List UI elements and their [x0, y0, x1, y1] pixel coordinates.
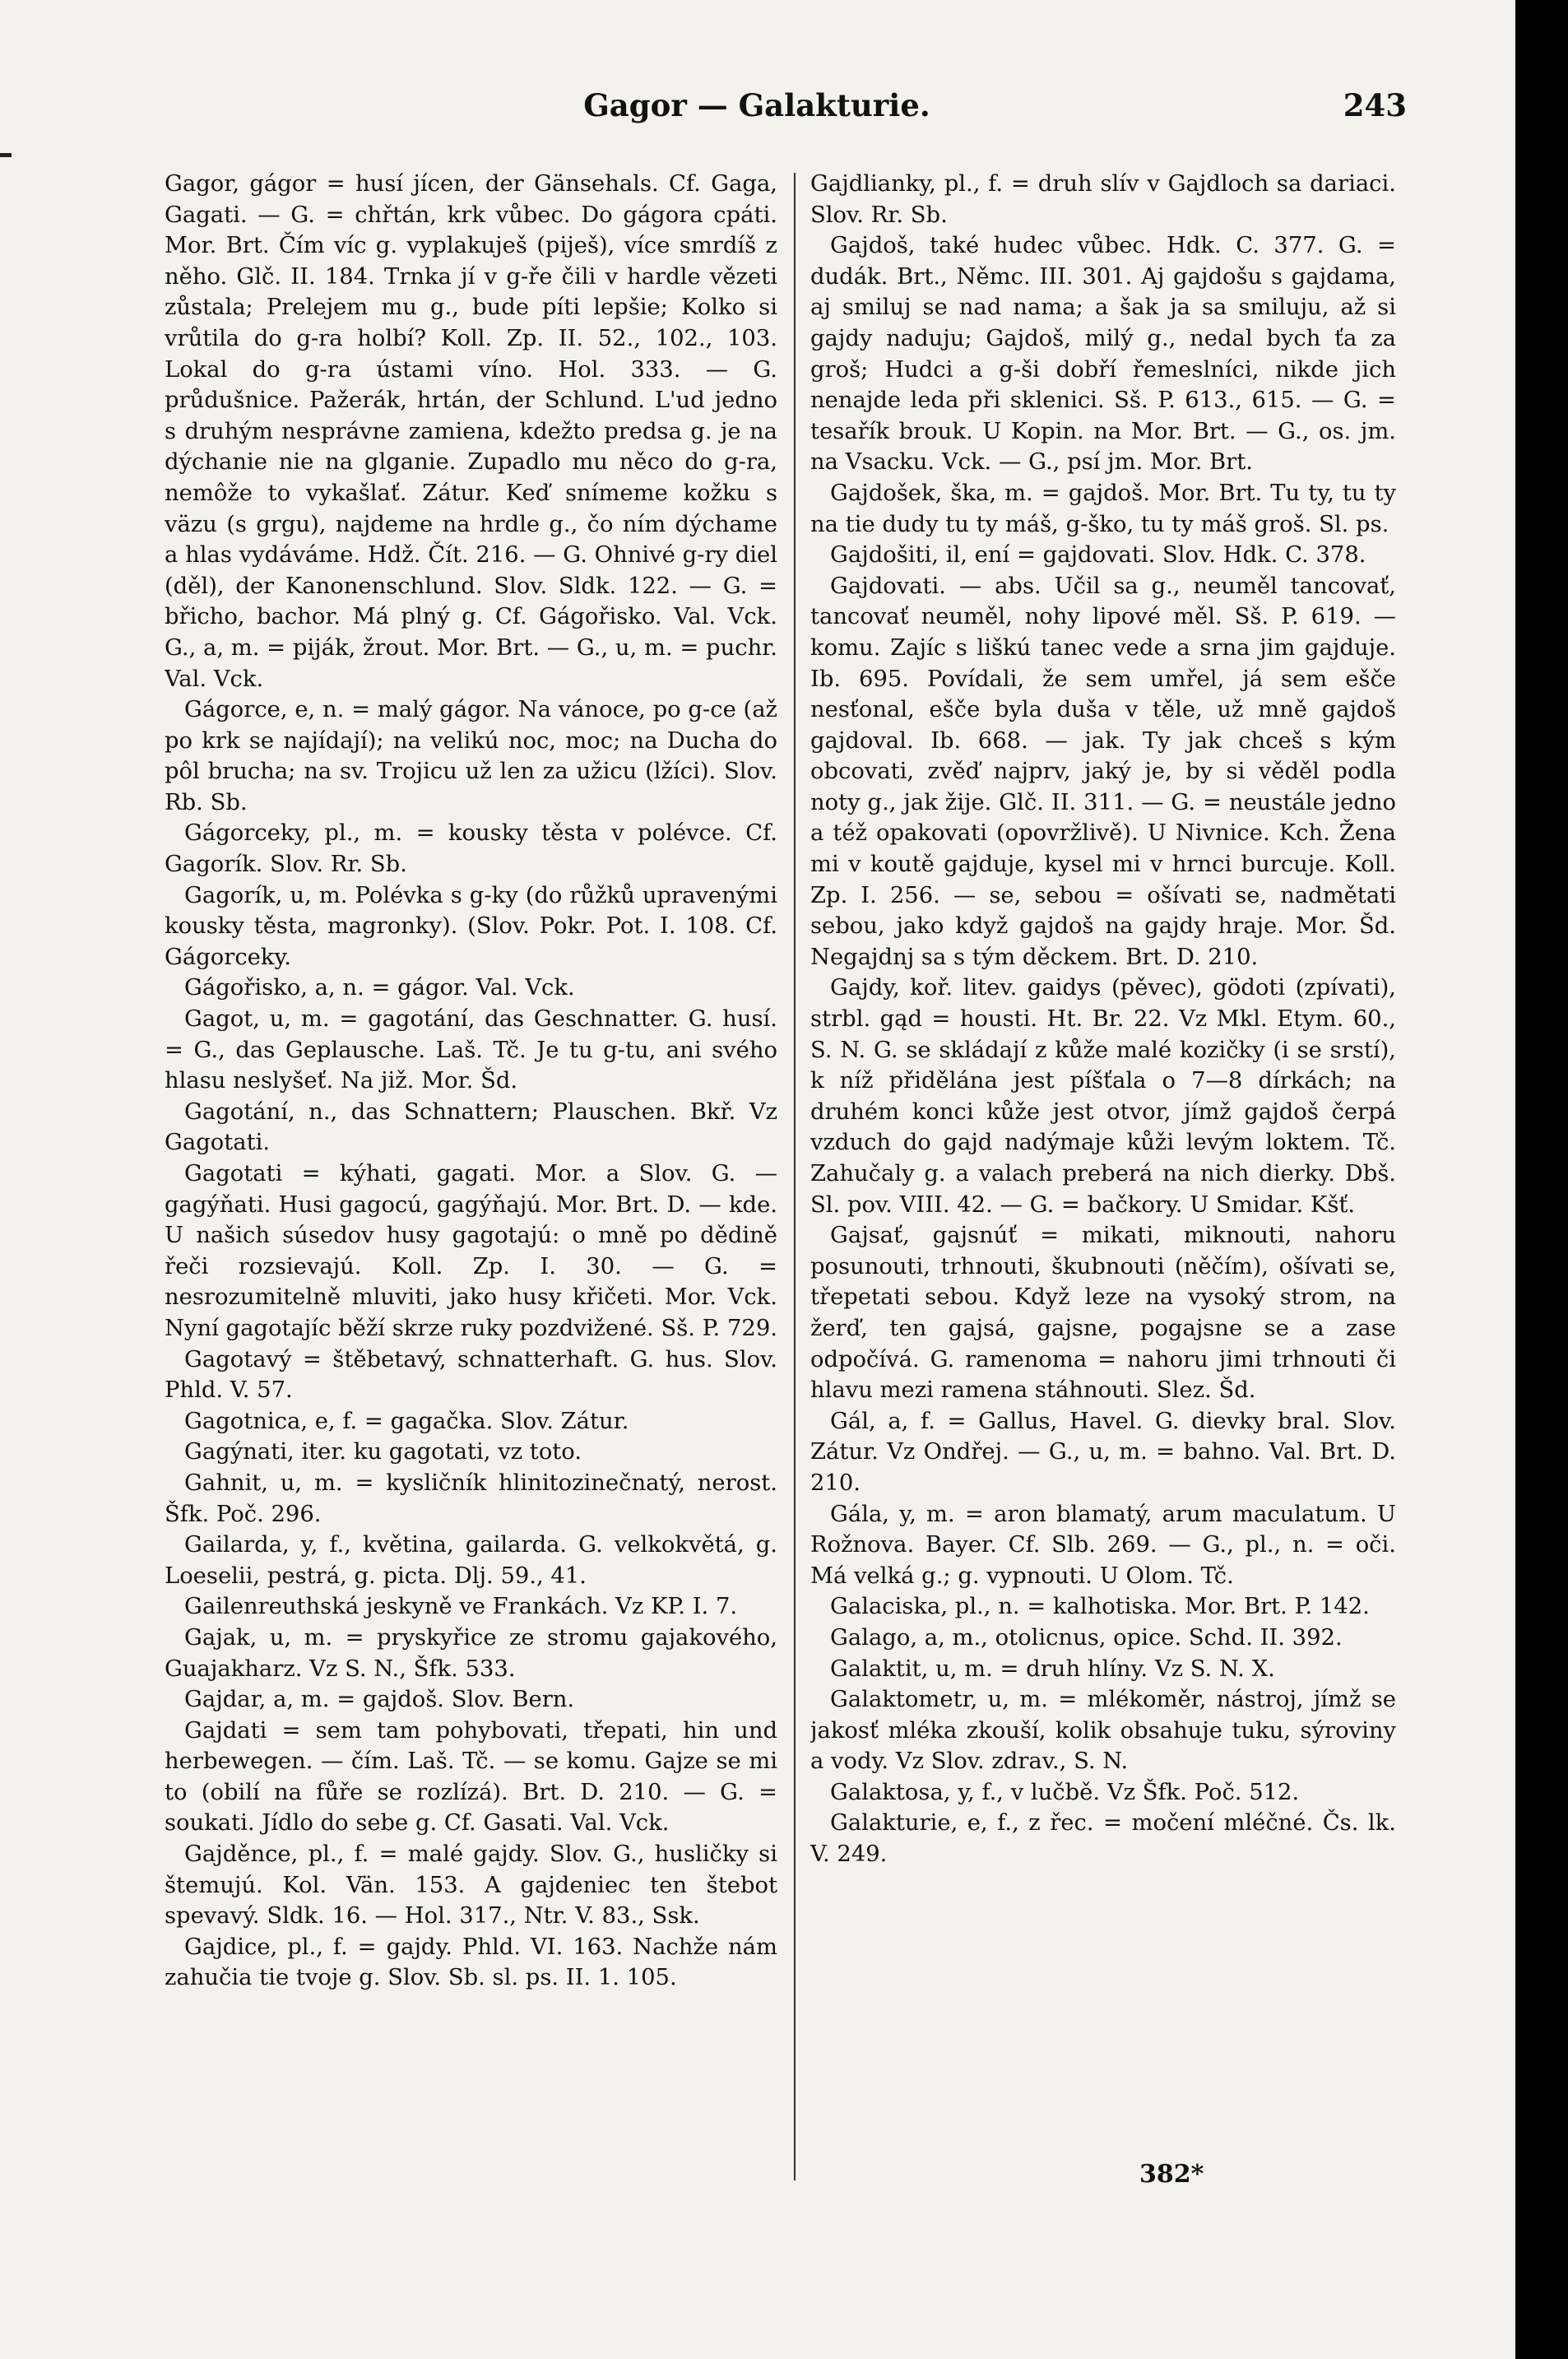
- dictionary-entry: Gágorceky, pl., m. = kousky těsta v polévce. Cf. Gagorík. Slov. Rr. Sb.: [165, 820, 777, 878]
- dictionary-entry: Gajdovati. — abs. Učil sa g., neuměl tancovať, tancovať neuměl, nohy lipové měl. Sš. P. 619. — komu. Zajíc s liškú tanec vede a srna jim gajduje. Ib. 695. Povídali, že sem umřel, já sem ešče nesťonal, ešče byla duša v těle, už mně gajdoš gajdoval. Ib. 668. — jak. Ty jak chceš s kým obcovati, zvěď najprv, jaký je, by si věděl podla noty g., jak žije. Glč. II. 311. — G. = neustále jedno a též opakovati (opovržlivě). U Nivnice. Kch. Žena mi v koutě gajduje, kysel mi v hrnci burcuje. Koll. Zp. I. 256. — se, sebou = ošívati se, nadmětati sebou, jako když gajdoš na gajdy hraje. Mor. Šd. Negajdnj sa s tým děckem. Brt. D. 210.: [810, 573, 1396, 970]
- dictionary-entry: Gahnit, u, m. = kysličník hlinitozinečnatý, nerost. Šfk. Poč. 296.: [165, 1470, 777, 1527]
- edge-mark: [0, 153, 12, 157]
- column-divider: [794, 173, 796, 2180]
- dictionary-entry: Gajdošek, ška, m. = gajdoš. Mor. Brt. Tu ty, tu ty na tie dudy tu ty máš, g-ško, tu ty máš groš. Sl. ps.: [810, 480, 1396, 537]
- left-column: [165, 169, 777, 2193]
- dictionary-entry: Gajdy, koř. litev. gaidys (pěvec), gödoti (zpívati), strbl. gąd = housti. Ht. Br. 22. Vz Mkl. Etym. 60., S. N. G. se skládají z kůže malé kozičky (i se srstí), k níž přidělána jest píšťala o 7—8 dírkách; na druhém konci kůže jest otvor, jímž gajdoš čerpá vzduch do gajd nadýmaje kůži levým loktem. Tč. Zahučaly g. a valach preberá na nich dierky. Dbš. Sl. pov. VIII. 42. — G. = bačkory. U Smidar. Kšť.: [810, 975, 1396, 1218]
- page-header: [107, 79, 1407, 128]
- printer-signature: 382*: [1139, 2160, 1204, 2189]
- dictionary-entry: Gagot, u, m. = gagotání, das Geschnatter. G. husí. = G., das Geplausche. Laš. Tč. Je tu g-tu, ani svého hlasu neslyšeť. Na již. Mor. Šd.: [165, 1006, 777, 1094]
- dictionary-entry: Gajdlianky, pl., f. = druh slív v Gajdloch sa dariaci. Slov. Rr. Sb.: [810, 171, 1396, 228]
- dictionary-entry: Gála, y, m. = aron blamatý, arum maculatum. U Rožnova. Bayer. Cf. Slb. 269. — G., pl., n. = oči. Má velká g.; g. vypnouti. U Olom. Tč.: [810, 1501, 1396, 1589]
- page-number: 243: [1343, 87, 1407, 123]
- dictionary-entry: Gailarda, y, f., květina, gailarda. G. velkokvětá, g. Loeselii, pestrá, g. picta. Dlj. 59., 41.: [165, 1532, 777, 1589]
- dictionary-entry: Gajsať, gajsnúť = mikati, miknouti, nahoru posunouti, trhnouti, škubnouti (něčím), ošívati se, třepetati sebou. Když leze na vysoký strom, na žerď, ten gajsá, gajsne, pogajsne se a zase odpočívá. G. ramenoma = nahoru jimi trhnouti či hlavu mezi ramena stáhnouti. Slez. Šd.: [810, 1223, 1396, 1404]
- dictionary-entry: Gajdošiti, il, ení = gajdovati. Slov. Hdk. C. 378.: [830, 542, 1366, 569]
- dictionary-entry: Galaciska, pl., n. = kalhotiska. Mor. Brt. P. 142.: [830, 1594, 1370, 1620]
- dictionary-entry: Gajdoš, také hudec vůbec. Hdk. C. 377. G. = dudák. Brt., Němc. III. 301. Aj gajdošu s gajdama, aj smiluj se nad nama; a šak ja sa smiluju, až si gajdy naduju; Gajdoš, milý g., nedal bych ťa za groš; Hudci a g-ši dobří řemeslníci, nikde jich nenajde leda při sklenici. Sš. P. 613., 615. — G. = tesařík brouk. U Kopin. na Mor. Brt. — G., os. jm. na Vsacku. Vck. — G., psí jm. Mor. Brt.: [810, 233, 1396, 476]
- dictionary-entry: Galakturie, e, f., z řec. = močení mléčné. Čs. lk. V. 249.: [810, 1810, 1396, 1868]
- dictionary-entry: Gajdar, a, m. = gajdoš. Slov. Bern.: [184, 1687, 575, 1713]
- dictionary-entry: Gagotavý = štěbetavý, schnatterhaft. G. hus. Slov. Phld. V. 57.: [165, 1346, 777, 1404]
- dictionary-entry: Gajděnce, pl., f. = malé gajdy. Slov. G., husličky si štemujú. Kol. Vän. 153. A gajdeniec ten štebot spevavý. Sldk. 16. — Hol. 317., Ntr. V. 83., Ssk.: [165, 1841, 777, 1929]
- dictionary-entry: Gailenreuthská jeskyně ve Frankách. Vz KP. I. 7.: [184, 1594, 738, 1620]
- dictionary-entry: Gajdice, pl., f. = gajdy. Phld. VI. 163. Nachže nám zahučia tie tvoje g. Slov. Sb. sl. ps. II. 1. 105.: [165, 1934, 777, 1991]
- dictionary-entry: Gagotání, n., das Schnattern; Plauschen. Bkř. Vz Gagotati.: [165, 1098, 777, 1156]
- dictionary-entry: Galaktosa, y, f., v lučbě. Vz Šfk. Poč. 512.: [830, 1779, 1300, 1805]
- dictionary-entry: Galago, a, m., otolicnus, opice. Schd. II. 392.: [830, 1624, 1343, 1651]
- right-column: [810, 169, 1396, 2193]
- dictionary-entry: Gágořisko, a, n. = gágor. Val. Vck.: [184, 975, 575, 1001]
- dictionary-entry: Gágorce, e, n. = malý gágor. Na vánoce, po g-ce (až po krk se najídají); na velikú noc, moc; na Ducha do pôl brucha; na sv. Trojicu už len za užicu (lžíci). Slov. Rb. Sb.: [165, 697, 777, 815]
- dictionary-entry: Gajdati = sem tam pohybovati, třepati, hin und herbewegen. — čím. Laš. Tč. — se komu. Gajze se mi to (obilí na fůře se rozlízá). Brt. D. 210. — G. = soukati. Jídlo do sebe g. Cf. Gasati. Val. Vck.: [165, 1717, 777, 1837]
- dictionary-entry: Gajak, u, m. = pryskyřice ze stromu gajakového, Guajakharz. Vz S. N., Šfk. 533.: [165, 1624, 777, 1682]
- dictionary-entry: Gagotnica, e, f. = gagačka. Slov. Zátur.: [184, 1408, 629, 1434]
- dictionary-entry: Gagor, gágor = husí jícen, der Gänsehals. Cf. Gaga, Gagati. — G. = chřtán, krk vůbec. Do gágora cpáti. Mor. Brt. Čím víc g. vyplakuješ (piješ), více smrdíš z něho. Glč. II. 184. Trnka jí v g-ře čili v hardle vězeti zůstala; Prelejem mu g., bude píti lepšie; Kolko si vrůtila do g-ra holbí? Koll. Zp. II. 52., 102., 103. Lokal do g-ra ústami víno. Hol. 333. — G. průdušnice. Pažerák, hrtán, der Schlund. L'ud jedno s druhým nesprávne zamiena, kdežto predsa g. je na dýchanie nie na glganie. Zupadlo mu něco do g-ra, nemôže to vykašlať. Zátur. Keď snímeme kožku s väzu (s grgu), najdeme na hrdle g., čo ním dýchame a hlas vydáváme. Hdž. Čít. 216. — G. Ohnivé g-ry diel (děl), der Kanonenschlund. Slov. Sldk. 122. — G. = břicho, bachor. Má plný g. Cf. Gágořisko. Val. Vck. G., a, m. = piják, žrout. Mor. Brt. — G., u, m. = puchr. Val. Vck.: [165, 171, 777, 692]
- dictionary-entry: Gagorík, u, m. Polévka s g-ky (do růžků upravenými kousky těsta, magronky). (Slov. Pokr. Pot. I. 108. Cf. Gágorceky.: [165, 882, 777, 970]
- running-head: Gagor — Galakturie.: [583, 87, 930, 123]
- dictionary-entry: Galaktometr, u, m. = mlékoměr, nástroj, jímž se jakosť mléka zkouší, kolik obsahuje tuku, sýroviny a vody. Vz Slov. zdrav., S. N.: [810, 1687, 1396, 1775]
- dictionary-entry: Gagotati = kýhati, gagati. Mor. a Slov. G. — gagýňati. Husi gagocú, gagýňajú. Mor. Brt. D. — kde. U našich súsedov husy gagotajú: o mně po dědině řeči rozsievajú. Koll. Zp. I. 30. — G. = nesrozumitelně mluviti, jako husy křičeti. Mor. Vck. Nyní gagotajíc běží skrze ruky pozdvižené. Sš. P. 729.: [165, 1161, 777, 1341]
- dictionary-entry: Galaktit, u, m. = druh hlíny. Vz S. N. X.: [830, 1655, 1275, 1682]
- dictionary-entry: Gagýnati, iter. ku gagotati, vz toto.: [184, 1439, 582, 1465]
- dictionary-entry: Gál, a, f. = Gallus, Havel. G. dievky bral. Slov. Zátur. Vz Ondřej. — G., u, m. = bahno. Val. Brt. D. 210.: [810, 1408, 1396, 1496]
